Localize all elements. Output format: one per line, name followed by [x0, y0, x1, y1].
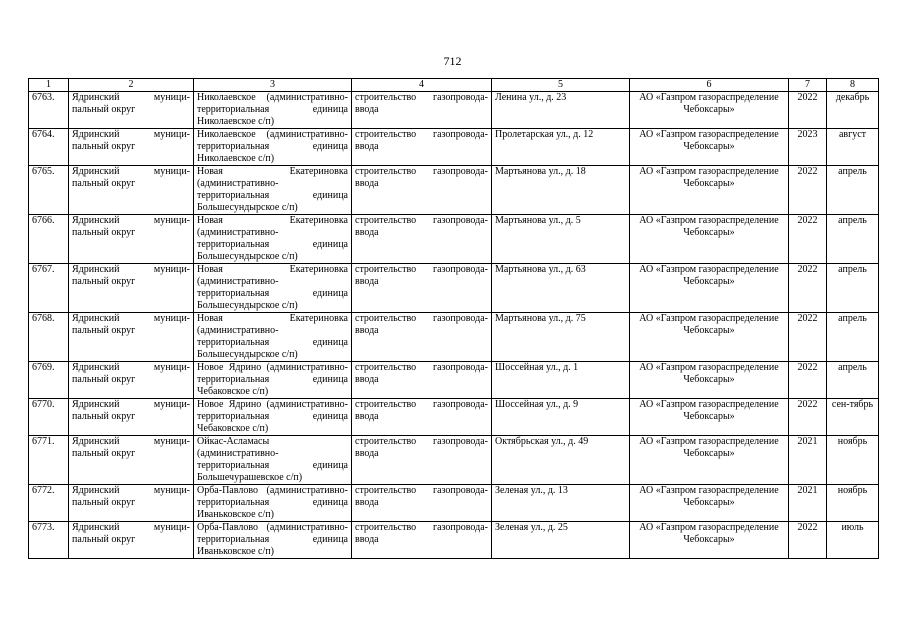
year-cell: 2022 — [789, 399, 827, 436]
month-cell: сен-тябрь — [827, 399, 879, 436]
work-cell: строительство газопровода-ввода — [352, 522, 492, 559]
work-cell: строительство газопровода-ввода — [352, 485, 492, 522]
work-cell: строительство газопровода-ввода — [352, 129, 492, 166]
year-cell: 2022 — [789, 92, 827, 129]
settlement-cell: Новое Ядрино (административно-территориальная единица Чебаковское с/п) — [194, 399, 352, 436]
row-number: 6764. — [29, 129, 69, 166]
row-number: 6765. — [29, 166, 69, 215]
settlement-cell: Новая Екатериновка (административно-территориальная единица Большесундырское с/п) — [194, 215, 352, 264]
settlement-cell: Новое Ядрино (административно-территориальная единица Чебаковское с/п) — [194, 362, 352, 399]
page-number: 712 — [443, 54, 462, 68]
year-cell: 2022 — [789, 166, 827, 215]
month-cell: август — [827, 129, 879, 166]
row-number: 6773. — [29, 522, 69, 559]
row-number: 6771. — [29, 436, 69, 485]
work-cell: строительство газопровода-ввода — [352, 399, 492, 436]
organization-cell: АО «Газпром газораспределение Чебоксары» — [630, 215, 789, 264]
year-cell: 2021 — [789, 436, 827, 485]
header-row — [29, 79, 879, 92]
month-cell: декабрь — [827, 92, 879, 129]
settlement-cell: Николаевское (административно-территориальная единица Николаевское с/п) — [194, 92, 352, 129]
district-cell: Ядринский муници-пальный округ — [69, 436, 194, 485]
district-cell: Ядринский муници-пальный округ — [69, 129, 194, 166]
address-cell: Зеленая ул., д. 25 — [492, 522, 630, 559]
district-cell: Ядринский муници-пальный округ — [69, 313, 194, 362]
settlement-cell: Орба-Павлово (административно-территориальная единица Иваньковское с/п) — [194, 485, 352, 522]
table-row — [29, 166, 879, 215]
settlement-cell: Новая Екатериновка (административно-территориальная единица Большесундырское с/п) — [194, 166, 352, 215]
table-row — [29, 92, 879, 129]
work-cell: строительство газопровода-ввода — [352, 313, 492, 362]
address-cell: Мартьянова ул., д. 18 — [492, 166, 630, 215]
table-header — [29, 79, 879, 92]
district-cell: Ядринский муници-пальный округ — [69, 215, 194, 264]
settlement-cell: Новая Екатериновка (административно-территориальная единица Большесундырское с/п) — [194, 264, 352, 313]
column-header: 6 — [630, 79, 789, 92]
row-number: 6768. — [29, 313, 69, 362]
row-number: 6772. — [29, 485, 69, 522]
organization-cell: АО «Газпром газораспределение Чебоксары» — [630, 522, 789, 559]
column-header: 7 — [789, 79, 827, 92]
row-number: 6770. — [29, 399, 69, 436]
column-header: 1 — [29, 79, 69, 92]
address-cell: Ленина ул., д. 23 — [492, 92, 630, 129]
district-cell: Ядринский муници-пальный округ — [69, 264, 194, 313]
month-cell: апрель — [827, 215, 879, 264]
work-cell: строительство газопровода-ввода — [352, 362, 492, 399]
table-row — [29, 362, 879, 399]
settlement-cell: Новая Екатериновка (административно-территориальная единица Большесундырское с/п) — [194, 313, 352, 362]
district-cell: Ядринский муници-пальный округ — [69, 92, 194, 129]
address-cell: Мартьянова ул., д. 5 — [492, 215, 630, 264]
month-cell: апрель — [827, 313, 879, 362]
district-cell: Ядринский муници-пальный округ — [69, 485, 194, 522]
address-cell: Зеленая ул., д. 13 — [492, 485, 630, 522]
register-table — [28, 78, 879, 559]
table-body — [29, 92, 879, 559]
column-header: 5 — [492, 79, 630, 92]
work-cell: строительство газопровода-ввода — [352, 215, 492, 264]
column-header: 3 — [194, 79, 352, 92]
year-cell: 2022 — [789, 264, 827, 313]
column-header: 4 — [352, 79, 492, 92]
organization-cell: АО «Газпром газораспределение Чебоксары» — [630, 129, 789, 166]
address-cell: Шоссейная ул., д. 1 — [492, 362, 630, 399]
work-cell: строительство газопровода-ввода — [352, 436, 492, 485]
organization-cell: АО «Газпром газораспределение Чебоксары» — [630, 166, 789, 215]
table-row — [29, 485, 879, 522]
work-cell: строительство газопровода-ввода — [352, 264, 492, 313]
table-row — [29, 215, 879, 264]
organization-cell: АО «Газпром газораспределение Чебоксары» — [630, 485, 789, 522]
address-cell: Октябрьская ул., д. 49 — [492, 436, 630, 485]
row-number: 6769. — [29, 362, 69, 399]
table-row — [29, 313, 879, 362]
organization-cell: АО «Газпром газораспределение Чебоксары» — [630, 362, 789, 399]
table-row — [29, 399, 879, 436]
month-cell: апрель — [827, 362, 879, 399]
address-cell: Шоссейная ул., д. 9 — [492, 399, 630, 436]
year-cell: 2022 — [789, 313, 827, 362]
settlement-cell: Ойкас-Асламасы (административно-территориальная единица Большечурашевское с/п) — [194, 436, 352, 485]
month-cell: ноябрь — [827, 485, 879, 522]
row-number: 6763. — [29, 92, 69, 129]
organization-cell: АО «Газпром газораспределение Чебоксары» — [630, 92, 789, 129]
month-cell: апрель — [827, 166, 879, 215]
work-cell: строительство газопровода-ввода — [352, 92, 492, 129]
address-cell: Мартьянова ул., д. 63 — [492, 264, 630, 313]
column-header: 2 — [69, 79, 194, 92]
address-cell: Мартьянова ул., д. 75 — [492, 313, 630, 362]
address-cell: Пролетарская ул., д. 12 — [492, 129, 630, 166]
organization-cell: АО «Газпром газораспределение Чебоксары» — [630, 399, 789, 436]
month-cell: апрель — [827, 264, 879, 313]
work-cell: строительство газопровода-ввода — [352, 166, 492, 215]
year-cell: 2021 — [789, 485, 827, 522]
district-cell: Ядринский муници-пальный округ — [69, 522, 194, 559]
table-row — [29, 436, 879, 485]
table-row — [29, 264, 879, 313]
district-cell: Ядринский муници-пальный округ — [69, 166, 194, 215]
year-cell: 2022 — [789, 362, 827, 399]
settlement-cell: Орба-Павлово (административно-территориальная единица Иваньковское с/п) — [194, 522, 352, 559]
year-cell: 2022 — [789, 522, 827, 559]
organization-cell: АО «Газпром газораспределение Чебоксары» — [630, 436, 789, 485]
row-number: 6767. — [29, 264, 69, 313]
table-row — [29, 129, 879, 166]
year-cell: 2023 — [789, 129, 827, 166]
settlement-cell: Николаевское (административно-территориальная единица Николаевское с/п) — [194, 129, 352, 166]
month-cell: июль — [827, 522, 879, 559]
column-header: 8 — [827, 79, 879, 92]
organization-cell: АО «Газпром газораспределение Чебоксары» — [630, 264, 789, 313]
row-number: 6766. — [29, 215, 69, 264]
district-cell: Ядринский муници-пальный округ — [69, 399, 194, 436]
table-row — [29, 522, 879, 559]
year-cell: 2022 — [789, 215, 827, 264]
month-cell: ноябрь — [827, 436, 879, 485]
organization-cell: АО «Газпром газораспределение Чебоксары» — [630, 313, 789, 362]
district-cell: Ядринский муници-пальный округ — [69, 362, 194, 399]
